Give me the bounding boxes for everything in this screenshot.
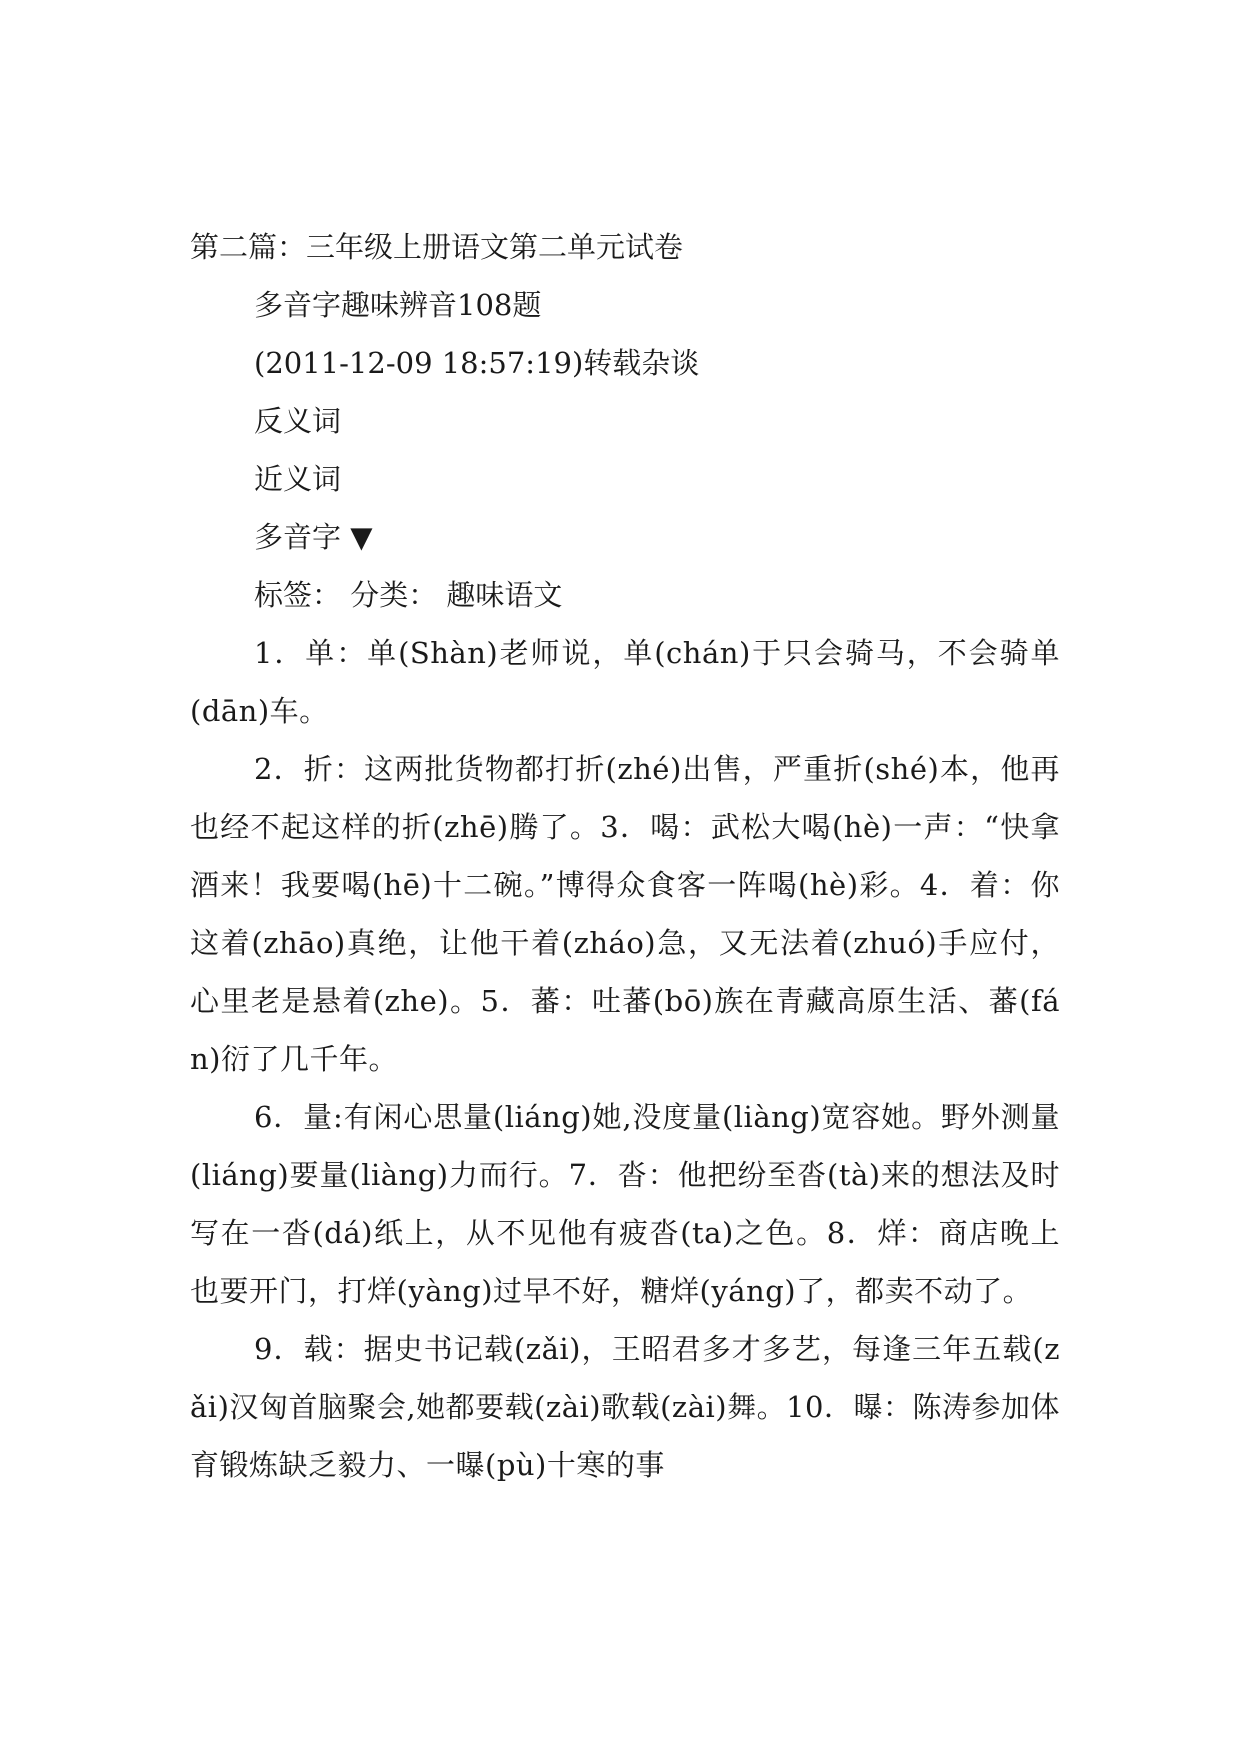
paragraph-3: 6．量:有闲心思量(liáng)她,没度量(liàng)宽容她。野外测量(liáng)要量(liàng)力而行。7．沓：他把纷至沓(tà)来的想法及时写在一沓(dá)纸上，从不见他有疲沓(ta)之色。8．烊：商店晚上也要开门，打烊(yàng)过早不好，糖烊(yáng)了，都卖不动了。 [190,1100,1060,1308]
paragraph-4: 9．载：据史书记载(zǎi)，王昭君多才多艺，每逢三年五载(zǎi)汉匈首脑聚会,她都要载(zài)歌载(zài)舞。10．曝：陈涛参加体育锻炼缺乏毅力、一曝(pù)十寒的事 [190,1332,1060,1482]
document-title: 第二篇：三年级上册语文第二单元试卷 [190,230,684,264]
tag-category-line: 标签： 分类： 趣味语文 [254,578,563,612]
document-content [190,218,1060,1494]
document-meta: (2011-12-09 18:57:19)转载杂谈 [254,346,700,380]
tag-synonym[interactable]: 近义词 [254,462,342,496]
paragraph-2: 2．折：这两批货物都打折(zhé)出售，严重折(shé)本，他再也经不起这样的折(zhē)腾了。3．喝：武松大喝(hè)一声：“快拿酒来！我要喝(hē)十二碗。”博得众食客一阵喝(hè)彩。4．着：你这着(zhāo)真绝，让他干着(zháo)急，又无法着(zhuó)手应付，心里老是悬着(zhe)。5．蕃：吐蕃(bō)族在青藏高原生活、蕃(fán)衍了几千年。 [190,752,1060,1076]
document-subtitle: 多音字趣味辨音108题 [254,288,542,322]
tag-polyphonic-dropdown[interactable]: 多音字 ▼ [254,520,373,554]
tag-antonym[interactable]: 反义词 [254,404,342,438]
paragraph-1: 1．单：单(Shàn)老师说，单(chán)于只会骑马，不会骑单(dān)车。 [190,636,1060,728]
